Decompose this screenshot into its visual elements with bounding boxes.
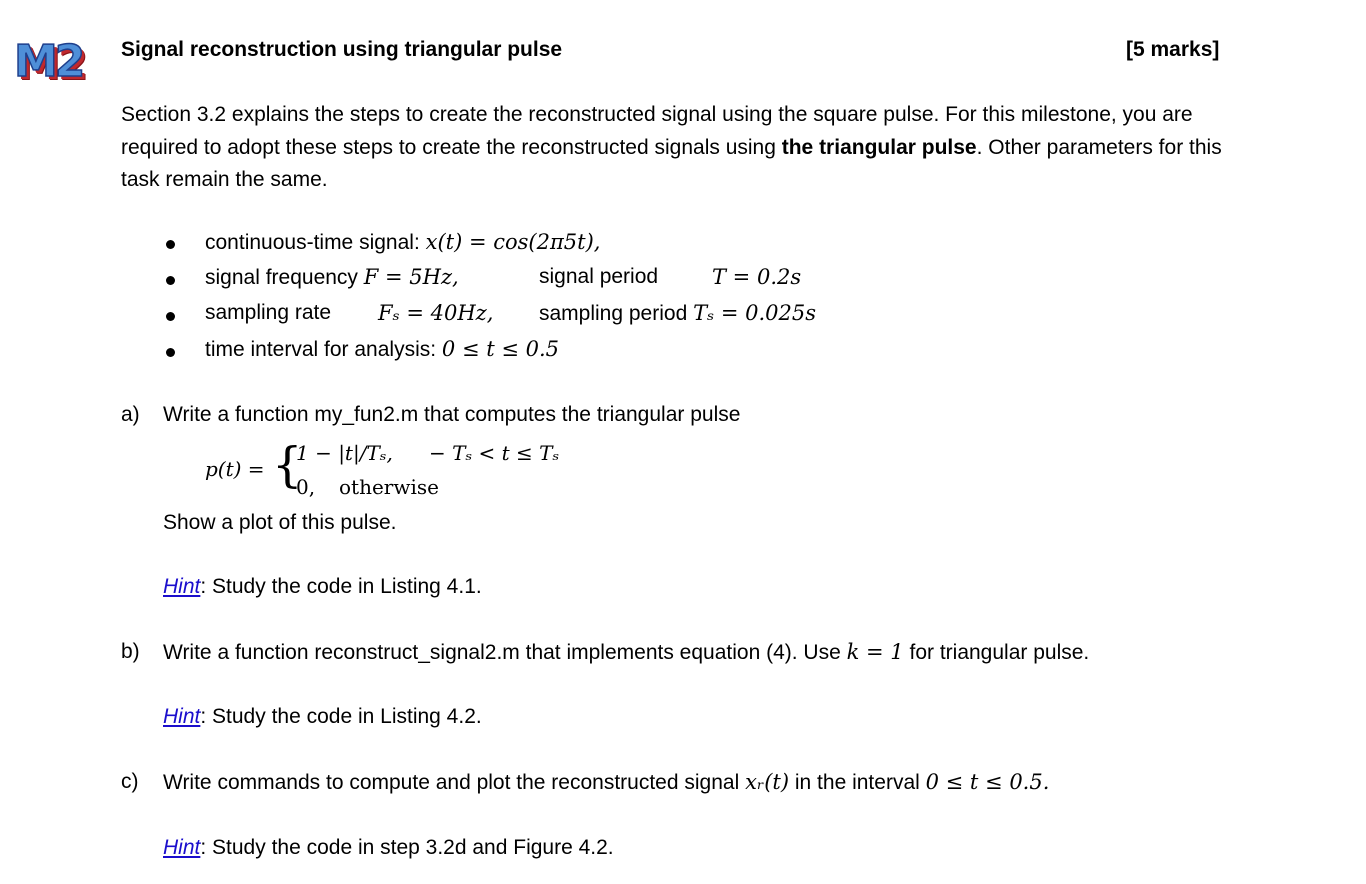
- bullet-label: sampling period: [539, 302, 694, 325]
- intro-bold-text: the triangular pulse: [781, 135, 977, 159]
- part-c-math-1: xᵣ(t): [745, 770, 790, 794]
- bullet-icon: [166, 312, 175, 321]
- hint-text: : Study the code in Listing 4.2.: [200, 705, 482, 728]
- part-b-text-1: Write a function reconstruct_signal2.m that implements equation (4). Use: [163, 641, 847, 664]
- bullet-sampling-rate-math: Fₛ = 40Hz,: [378, 301, 494, 325]
- part-c-math-2: 0 ≤ t ≤ 0.5.: [925, 770, 1050, 794]
- hint-link[interactable]: Hint: [163, 575, 201, 598]
- bullet-math: Tₛ = 0.025s: [693, 301, 817, 325]
- part-c-hint: [163, 836, 614, 860]
- bullet-math: x(t) = cos(2π5t),: [425, 230, 601, 254]
- part-a-hint: [163, 575, 482, 599]
- bullet-math: F = 5Hz,: [363, 265, 459, 289]
- part-c-text: [163, 770, 1049, 795]
- equation-lhs: p(t) =: [205, 457, 265, 481]
- part-b-text-2: for triangular pulse.: [903, 641, 1090, 664]
- intro-text-1: Section 3.2 explains the steps to create the reconstructed signal using the square pulse. For this milestone, you are required to adopt these steps to create the reconstructed signals using: [121, 103, 1193, 159]
- bullet-frequency: [205, 265, 459, 290]
- intro-paragraph: [121, 99, 1241, 197]
- equation-case2-expr: 0,: [296, 475, 316, 499]
- part-a-letter: a): [121, 403, 140, 426]
- part-c-text-2: in the interval: [789, 771, 926, 794]
- equation-case1-expr: 1 − |t|/Tₛ,: [296, 441, 393, 465]
- section-title: Signal reconstruction using triangular pulse: [121, 38, 563, 61]
- equation-case2-cond: otherwise: [339, 475, 439, 499]
- part-c-text-1: Write commands to compute and plot the reconstructed signal: [163, 771, 746, 794]
- hint-text: : Study the code in step 3.2d and Figure 4.2.: [200, 836, 614, 859]
- part-a-show-text: Show a plot of this pulse.: [163, 511, 397, 534]
- bullet-label: continuous-time signal:: [205, 231, 426, 254]
- hint-link[interactable]: Hint: [163, 705, 201, 728]
- intro-text-2: . Other parameters for this task remain the same.: [121, 135, 1222, 192]
- bullet-icon: [166, 276, 175, 285]
- bullet-sampling-period: [539, 301, 816, 326]
- bullet-period-math: T = 0.2s: [712, 265, 802, 289]
- bullet-interval: [205, 337, 559, 362]
- part-a-text: Write a function my_fun2.m that computes the triangular pulse: [163, 403, 741, 426]
- part-b-hint: [163, 705, 482, 729]
- bullet-label: signal frequency: [205, 266, 364, 289]
- bullet-period-label: signal period: [539, 265, 659, 288]
- bullet-math: 0 ≤ t ≤ 0.5: [441, 337, 560, 361]
- part-b-letter: b): [121, 640, 140, 663]
- bullet-label: time interval for analysis:: [205, 338, 442, 361]
- bullet-signal: [205, 230, 600, 255]
- equation-case1-cond: − Tₛ < t ≤ Tₛ: [429, 441, 560, 465]
- hint-text: : Study the code in Listing 4.1.: [200, 575, 482, 598]
- marks-label: [5 marks]: [1126, 38, 1220, 61]
- bullet-sampling-rate-label: sampling rate: [205, 301, 332, 324]
- hint-link[interactable]: Hint: [163, 836, 201, 859]
- milestone-badge: M2: [14, 36, 83, 87]
- part-c-letter: c): [121, 770, 139, 793]
- part-b-text: [163, 640, 1089, 665]
- bullet-icon: [166, 240, 175, 249]
- part-b-math: k = 1: [846, 640, 904, 664]
- equation-brace: {: [272, 437, 303, 493]
- bullet-icon: [166, 348, 175, 357]
